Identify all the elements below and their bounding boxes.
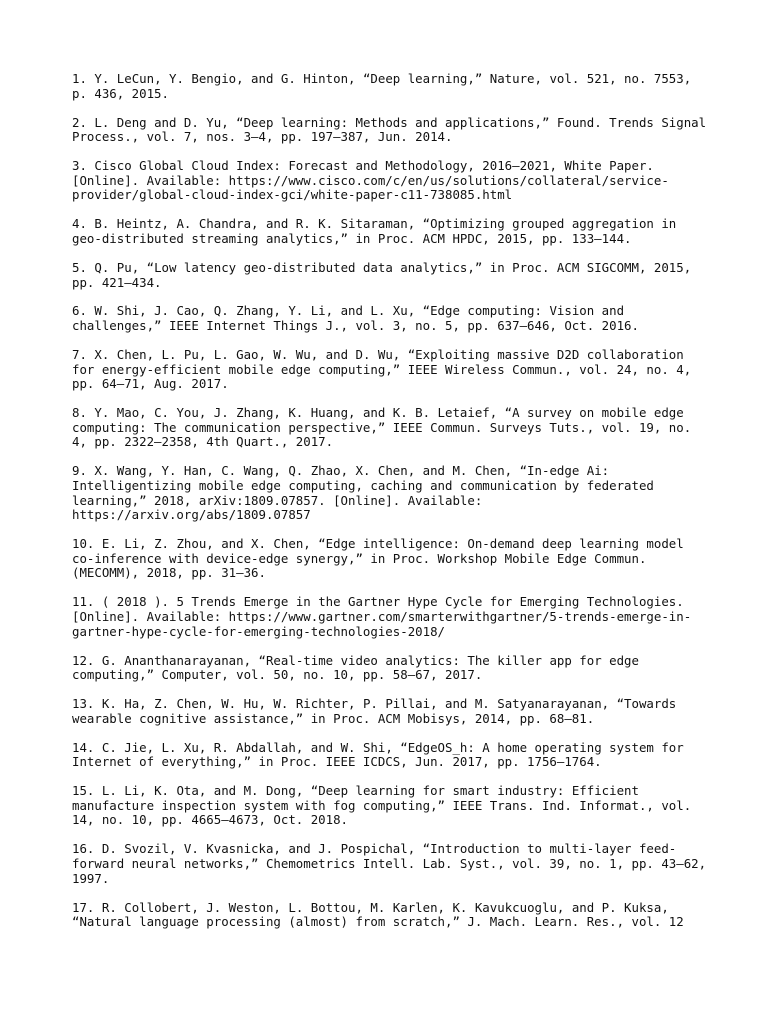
reference-number: 9.	[72, 463, 87, 479]
reference-item	[72, 464, 712, 522]
reference-text: X. Wang, Y. Han, C. Wang, Q. Zhao, X. Chen, and M. Chen, “In-edge Ai: Intelligentizing mobile edge computing, caching and communication by federated learning,” 2018, arXiv:1809.07857. [Online]. Available: https://arxiv.org/abs/1809.07857	[72, 463, 654, 523]
reference-item	[72, 741, 712, 770]
reference-text: Cisco Global Cloud Index: Forecast and Methodology, 2016–2021, White Paper. [Online]. Available: https://www.cisco.com/c/en/us/solutions/collateral/service-provider/global-cloud-index-gci/white-paper-c11-738085.html	[72, 158, 669, 203]
reference-number: 13.	[72, 696, 95, 712]
reference-item	[72, 159, 712, 203]
reference-number: 10.	[72, 536, 95, 552]
reference-item	[72, 537, 712, 581]
reference-number: 7.	[72, 347, 87, 363]
reference-text: Y. LeCun, Y. Bengio, and G. Hinton, “Deep learning,” Nature, vol. 521, no. 7553, p. 436, 2015.	[72, 71, 692, 101]
reference-item	[72, 654, 712, 683]
reference-text: ( 2018 ). 5 Trends Emerge in the Gartner Hype Cycle for Emerging Technologies. [Online]. Available: https://www.gartner.com/smarterwithgartner/5-trends-emerge-in-gartner-hype-cycle-for-emerging-technologies-2018/	[72, 594, 692, 639]
reference-number: 5.	[72, 259, 87, 275]
reference-item	[72, 348, 712, 392]
reference-item	[72, 406, 712, 450]
reference-text: E. Li, Z. Zhou, and X. Chen, “Edge intelligence: On-demand deep learning model co-inference with device-edge synergy,” in Proc. Workshop Mobile Edge Commun. (MECOMM), 2018, pp. 31–36.	[72, 536, 684, 581]
reference-number: 4.	[72, 216, 87, 232]
reference-text: B. Heintz, A. Chandra, and R. K. Sitaraman, “Optimizing grouped aggregation in geo-distributed streaming analytics,” in Proc. ACM HPDC, 2015, pp. 133–144.	[72, 216, 677, 246]
reference-item	[72, 842, 712, 886]
reference-item	[72, 116, 712, 145]
reference-text: W. Shi, J. Cao, Q. Zhang, Y. Li, and L. Xu, “Edge computing: Vision and challenges,” IEEE Internet Things J., vol. 3, no. 5, pp. 637–646, Oct. 2016.	[72, 303, 639, 334]
reference-item	[72, 304, 712, 333]
reference-text: K. Ha, Z. Chen, W. Hu, W. Richter, P. Pillai, and M. Satyanarayanan, “Towards wearable cognitive assistance,” in Proc. ACM Mobisys, 2014, pp. 68–81.	[72, 696, 677, 726]
reference-number: 17.	[72, 899, 95, 915]
reference-list	[72, 72, 712, 944]
reference-number: 3.	[72, 158, 87, 174]
reference-text: D. Svozil, V. Kvasnicka, and J. Pospichal, “Introduction to multi-layer feed-forward neural networks,” Chemometrics Intell. Lab. Syst., vol. 39, no. 1, pp. 43–62, 1997.	[72, 841, 707, 886]
reference-number: 8.	[72, 405, 87, 421]
reference-text: C. Jie, L. Xu, R. Abdallah, and W. Shi, “EdgeOS_h: A home operating system for Internet of everything,” in Proc. IEEE ICDCS, Jun. 2017, pp. 1756–1764.	[72, 739, 684, 770]
reference-number: 14.	[72, 739, 95, 755]
reference-item	[72, 595, 712, 639]
reference-item	[72, 217, 712, 246]
reference-item	[72, 72, 712, 101]
reference-number: 6.	[72, 303, 87, 319]
reference-number: 16.	[72, 841, 95, 857]
reference-item	[72, 784, 712, 828]
reference-number: 2.	[72, 114, 87, 130]
reference-item	[72, 901, 712, 930]
reference-text: G. Ananthanarayanan, “Real-time video analytics: The killer app for edge computing,” Computer, vol. 50, no. 10, pp. 58–67, 2017.	[72, 652, 639, 683]
reference-text: Y. Mao, C. You, J. Zhang, K. Huang, and K. B. Letaief, “A survey on mobile edge computing: The communication perspective,” IEEE Commun. Surveys Tuts., vol. 19, no. 4, pp. 2322–2358, 4th Quart., 2017.	[72, 405, 692, 450]
reference-text: L. Li, K. Ota, and M. Dong, “Deep learning for smart industry: Efficient manufacture inspection system with fog computing,” IEEE Trans. Ind. Informat., vol. 14, no. 10, pp. 4665–4673, Oct. 2018.	[72, 783, 692, 828]
reference-text: L. Deng and D. Yu, “Deep learning: Methods and applications,” Found. Trends Signal Process., vol. 7, nos. 3–4, pp. 197–387, Jun. 2014.	[72, 114, 707, 145]
reference-text: Q. Pu, “Low latency geo-distributed data analytics,” in Proc. ACM SIGCOMM, 2015, pp. 421–434.	[72, 259, 692, 290]
reference-number: 11.	[72, 594, 95, 610]
reference-number: 15.	[72, 783, 95, 799]
reference-text: R. Collobert, J. Weston, L. Bottou, M. Karlen, K. Kavukcuoglu, and P. Kuksa, “Natural language processing (almost) from scratch,” J. Mach. Learn. Res., vol. 12	[72, 899, 684, 930]
reference-number: 12.	[72, 652, 95, 668]
reference-text: X. Chen, L. Pu, L. Gao, W. Wu, and D. Wu, “Exploiting massive D2D collaboration for energy-efficient mobile edge computing,” IEEE Wireless Commun., vol. 24, no. 4, pp. 64–71, Aug. 2017.	[72, 347, 692, 392]
reference-number: 1.	[72, 71, 87, 86]
reference-item	[72, 697, 712, 726]
reference-item	[72, 261, 712, 290]
